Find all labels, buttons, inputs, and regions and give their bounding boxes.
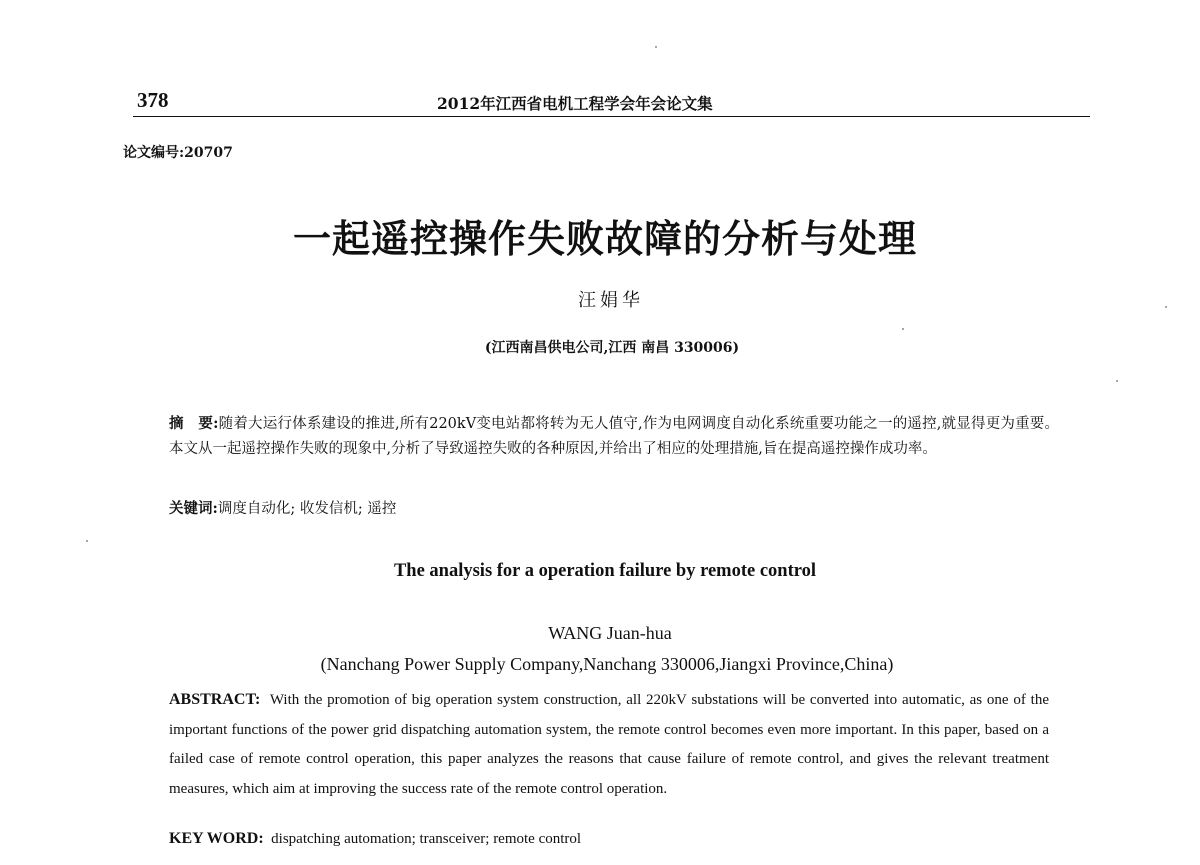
- title-en: The analysis for a operation failure by remote control: [393, 561, 817, 581]
- scan-speck: [1165, 306, 1167, 308]
- abstract-cn-label: 摘 要:: [169, 415, 219, 432]
- keywords-en: [169, 830, 1049, 848]
- keywords-en-label: KEY WORD:: [169, 830, 264, 847]
- abstract-en: [169, 685, 1049, 804]
- abstract-en-text: With the promotion of big operation system construction, all 220kV substations will be converted into automatic, as one of the important functions of the power grid dispatching automation system, the remote control becomes even more important. In this paper, based on a failed case of remote control operation, this paper analyzes the reasons that cause failure of remote control, and gives the relevant treatment measures, which aim at improving the success rate of the remote control operation.: [169, 692, 1049, 797]
- abstract-en-label: ABSTRACT:: [169, 691, 261, 708]
- paper-id: 论文编号:20707: [123, 145, 233, 161]
- abstract-cn: [169, 412, 1059, 461]
- keywords-en-text: dispatching automation; transceiver; remote control: [271, 831, 582, 847]
- author-en: WANG Juan-hua: [548, 623, 672, 643]
- keywords-cn-text: 调度自动化; 收发信机; 遥控: [217, 501, 397, 517]
- scan-speck: [902, 328, 904, 330]
- author-cn: 汪娟华: [578, 290, 644, 311]
- page-number: 378: [137, 88, 169, 112]
- title-cn: 一起遥控操作失败故障的分析与处理: [292, 217, 917, 261]
- scan-speck: [1116, 380, 1118, 382]
- keywords-cn: [169, 497, 1059, 518]
- scan-speck: [86, 540, 88, 542]
- header-rule: [133, 116, 1090, 117]
- affiliation-en: (Nanchang Power Supply Company,Nanchang 330006,Jiangxi Province,China): [320, 654, 894, 674]
- keywords-cn-label: 关键词:: [169, 500, 218, 517]
- scan-speck: [655, 46, 657, 48]
- abstract-cn-text: 随着大运行体系建设的推进,所有220kV变电站都将转为无人值守,作为电网调度自动化系统重要功能之一的遥控,就显得更为重要。本文从一起遥控操作失败的现象中,分析了导致遥控失败的各种原因,并给出了相应的处理措施,旨在提高遥控操作成功率。: [169, 416, 1059, 457]
- running-title: 2012年江西省电机工程学会年会论文集: [437, 94, 713, 113]
- affiliation-cn: (江西南昌供电公司,江西 南昌 330006): [484, 340, 740, 356]
